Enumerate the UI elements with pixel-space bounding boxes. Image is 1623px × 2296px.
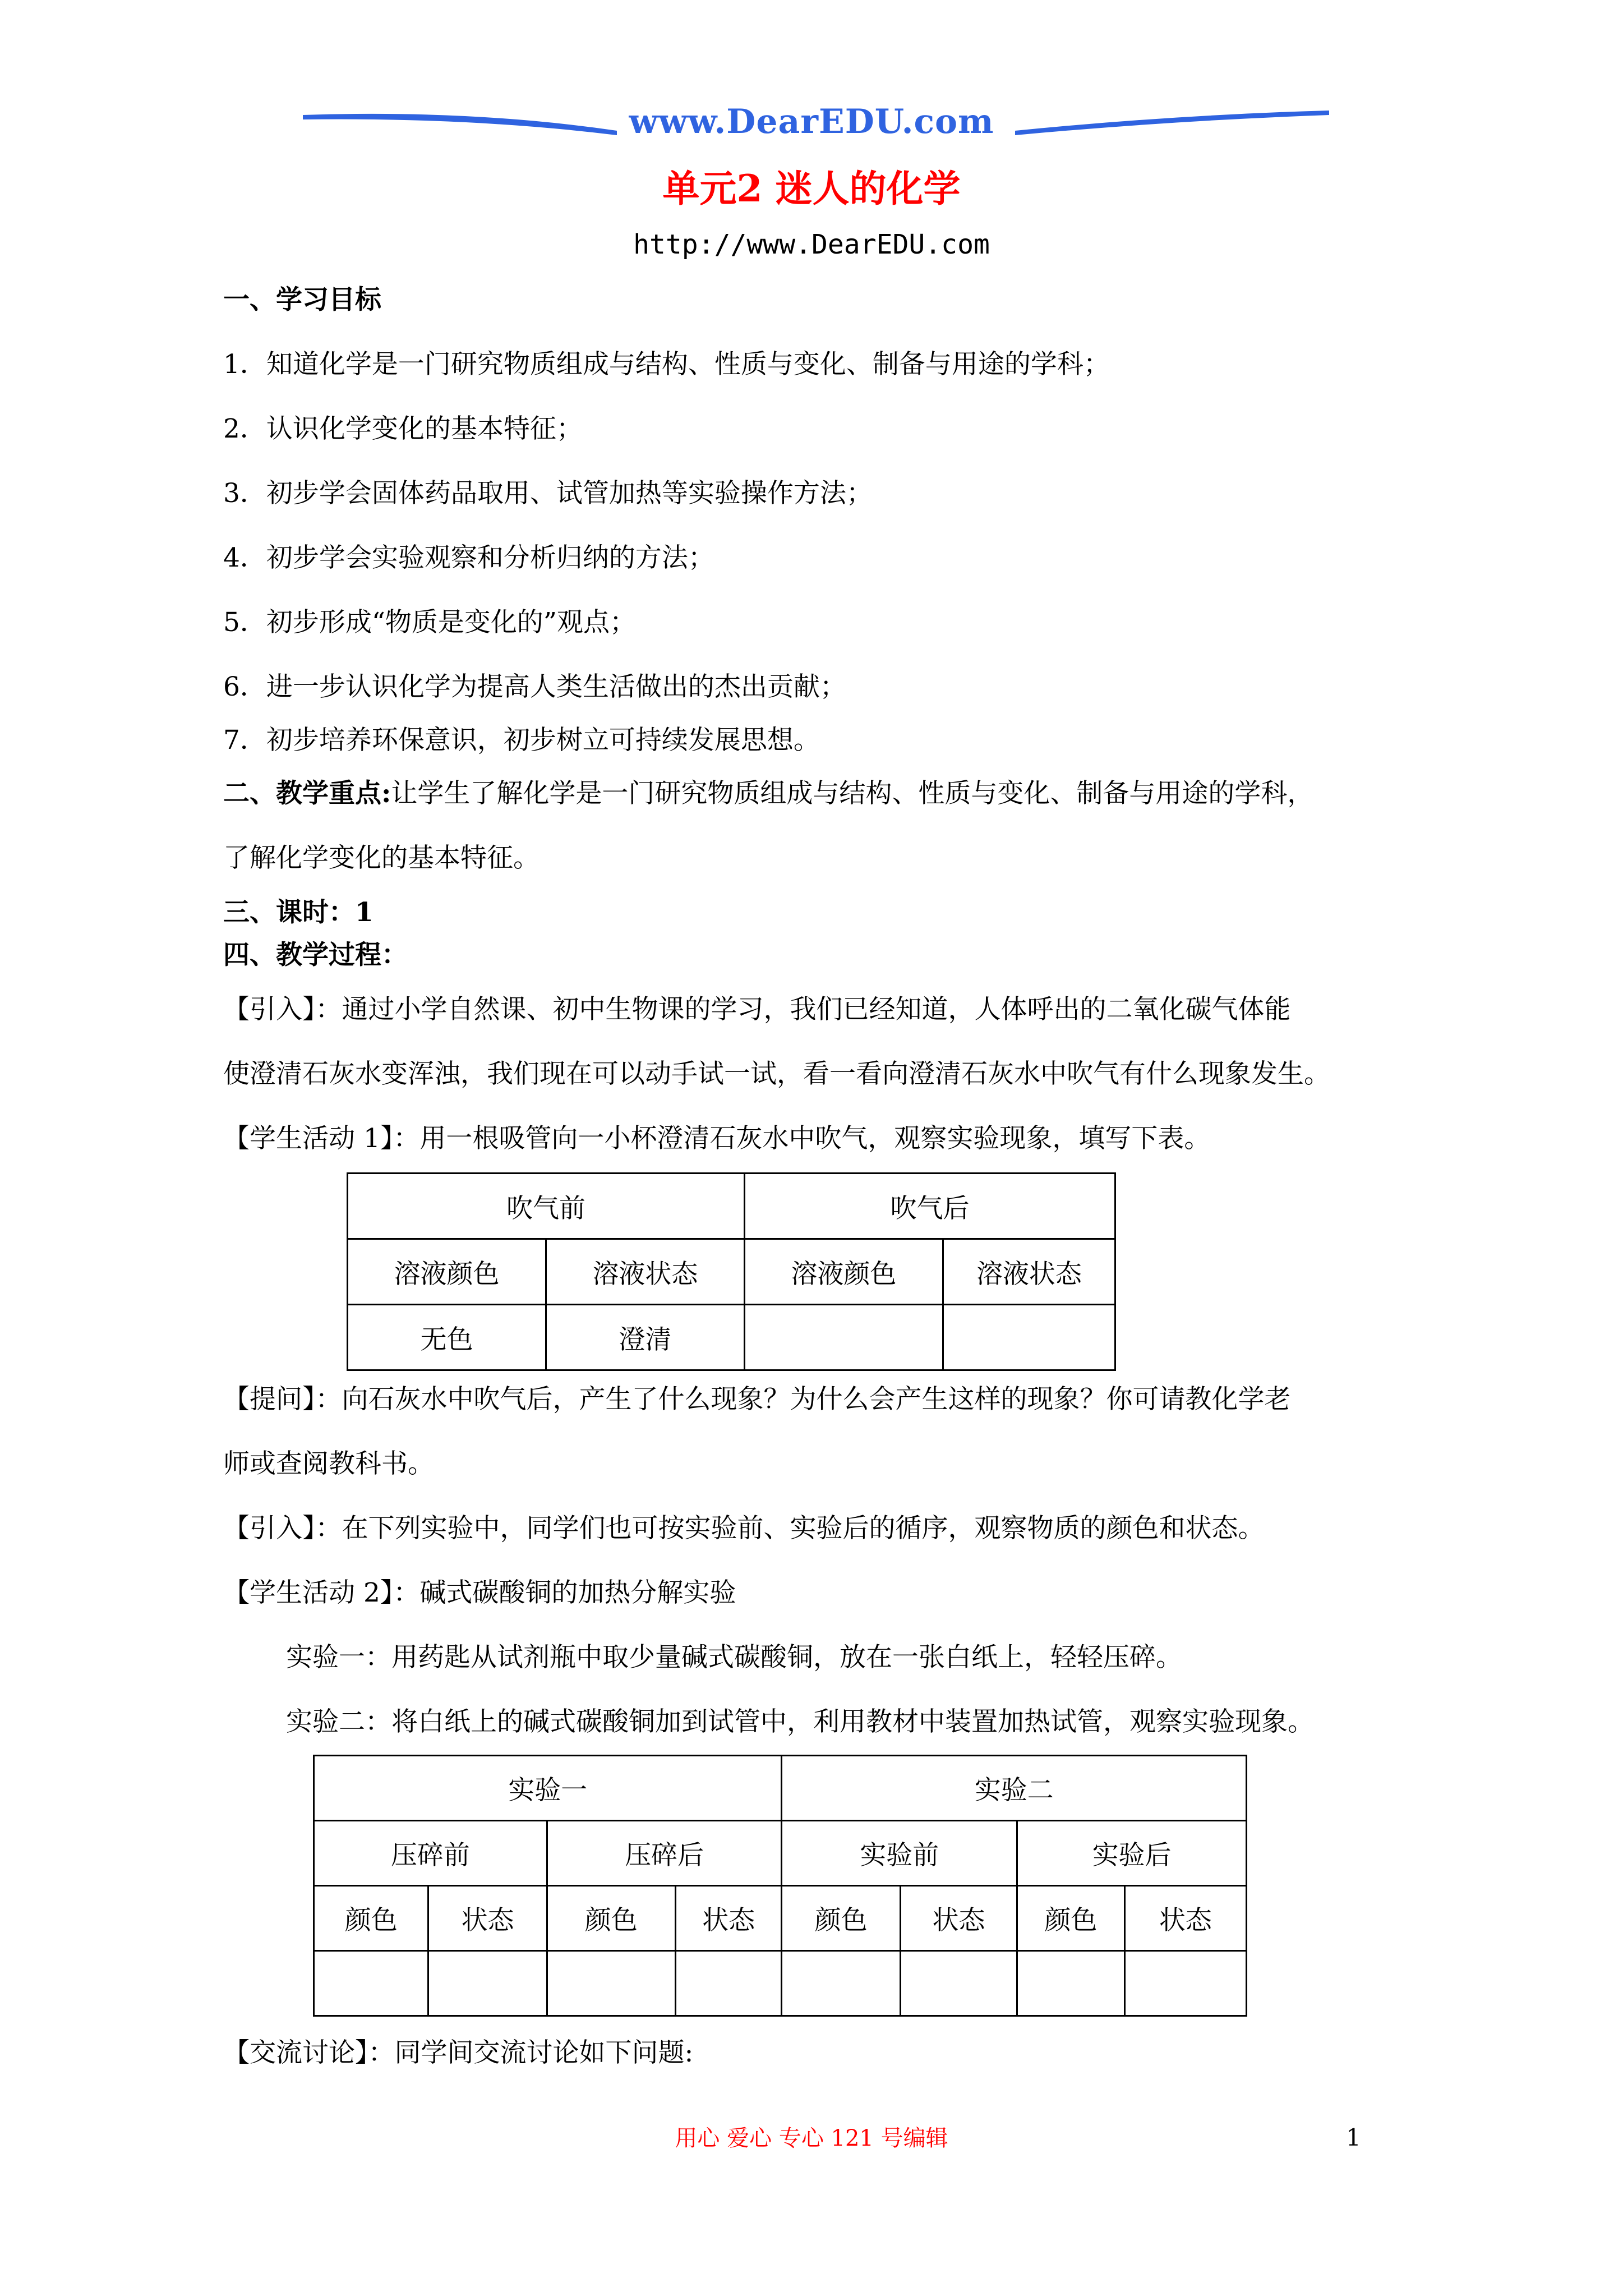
table-cell	[428, 1951, 547, 2016]
activity-2-text: 【学生活动 2】：碱式碳酸铜的加热分解实验	[223, 1577, 736, 1608]
table-cell: 无色	[348, 1305, 546, 1370]
section-heading-objectives: 一、学习目标	[223, 284, 381, 315]
table-cell	[314, 1951, 428, 2016]
page-number: 1	[1346, 2124, 1361, 2151]
question-paragraph: 【提问】：向石灰水中吹气后，产生了什么现象？为什么会产生这样的现象？你可请教化学老	[223, 1384, 1291, 1415]
footer-text: 用心 爱心 专心 121 号编辑	[675, 2125, 948, 2151]
intro-paragraph-2: 【引入】：在下列实验中，同学们也可按实验前、实验后的循序，观察物质的颜色和状态。	[223, 1513, 1265, 1544]
activity-1-table	[347, 1172, 1116, 1371]
objective-item: 4．初步学会实验观察和分析归纳的方法；	[223, 542, 714, 573]
table-group-header: 吹气前	[348, 1174, 745, 1239]
table-subheader: 实验前	[782, 1821, 1017, 1886]
table-cell: 澄清	[546, 1305, 744, 1370]
table-header-cell: 颜色	[1017, 1886, 1125, 1951]
objective-item: 3．初步学会固体药品取用、试管加热等实验操作方法；	[223, 478, 873, 509]
site-logo-text: www.DearEDU.com	[629, 102, 994, 141]
discussion-text: 【交流讨论】：同学间交流讨论如下问题:	[223, 2037, 694, 2068]
table-header-cell: 状态	[1124, 1886, 1246, 1951]
table-group-header: 实验二	[782, 1756, 1247, 1821]
table-group-header: 实验一	[314, 1756, 782, 1821]
table-header-cell: 溶液状态	[546, 1239, 744, 1305]
table-subheader: 实验后	[1017, 1821, 1247, 1886]
table-header-cell: 溶液颜色	[744, 1239, 943, 1305]
section-heading-periods: 三、课时：1	[223, 897, 374, 928]
source-url: http://www.DearEDU.com	[633, 229, 990, 260]
objective-item: 1．知道化学是一门研究物质组成与结构、性质与变化、制备与用途的学科；	[223, 349, 1110, 380]
page-title: 单元2 迷人的化学	[662, 167, 961, 210]
intro-paragraph-cont: 使澄清石灰水变浑浊，我们现在可以动手试一试，看一看向澄清石灰水中吹气有什么现象发生。	[223, 1059, 1330, 1089]
table-cell	[675, 1951, 782, 2016]
table-header-cell: 状态	[675, 1886, 782, 1951]
table-header-cell: 颜色	[314, 1886, 428, 1951]
intro-paragraph: 【引入】：通过小学自然课、初中生物课的学习，我们已经知道，人体呼出的二氧化碳气体能	[223, 994, 1291, 1025]
objective-item: 6．进一步认识化学为提高人类生活做出的杰出贡献；	[223, 671, 846, 702]
objective-item: 2．认识化学变化的基本特征；	[223, 413, 583, 444]
key-points-text-cont: 了解化学变化的基本特征。	[223, 843, 540, 873]
key-points-text: 让学生了解化学是一门研究物质组成与结构、性质与变化、制备与用途的学科，	[391, 778, 1314, 809]
table-header-cell: 状态	[428, 1886, 547, 1951]
experiment-1-text: 实验一：用药匙从试剂瓶中取少量碱式碳酸铜，放在一张白纸上，轻轻压碎。	[286, 1642, 1182, 1673]
table-header-cell: 状态	[900, 1886, 1017, 1951]
experiment-2-text: 实验二：将白纸上的碱式碳酸铜加到试管中，利用教材中装置加热试管，观察实验现象。	[286, 1706, 1314, 1737]
table-header-cell: 溶液状态	[943, 1239, 1115, 1305]
table-header-cell: 溶液颜色	[348, 1239, 546, 1305]
table-header-cell: 颜色	[547, 1886, 675, 1951]
table-cell	[744, 1305, 943, 1370]
objective-item: 7．初步培养环保意识，初步树立可持续发展思想。	[223, 725, 820, 756]
section-heading-key-points: 二、教学重点:	[223, 778, 391, 809]
table-cell	[943, 1305, 1115, 1370]
table-cell	[1017, 1951, 1125, 2016]
section-heading-process: 四、教学过程：	[223, 940, 408, 970]
activity-1-text: 【学生活动 1】：用一根吸管向一小杯澄清石灰水中吹气，观察实验现象，填写下表。	[223, 1123, 1211, 1154]
objective-item: 5．初步形成“物质是变化的”观点；	[223, 607, 636, 638]
table-cell	[900, 1951, 1017, 2016]
activity-2-table	[313, 1755, 1247, 2017]
table-subheader: 压碎后	[547, 1821, 782, 1886]
table-group-header: 吹气后	[744, 1174, 1115, 1239]
table-cell	[782, 1951, 900, 2016]
table-cell	[1124, 1951, 1246, 2016]
table-subheader: 压碎前	[314, 1821, 547, 1886]
table-header-cell: 颜色	[782, 1886, 900, 1951]
table-cell	[547, 1951, 675, 2016]
key-points-line	[223, 777, 1313, 811]
question-paragraph-cont: 师或查阅教科书。	[223, 1448, 434, 1479]
